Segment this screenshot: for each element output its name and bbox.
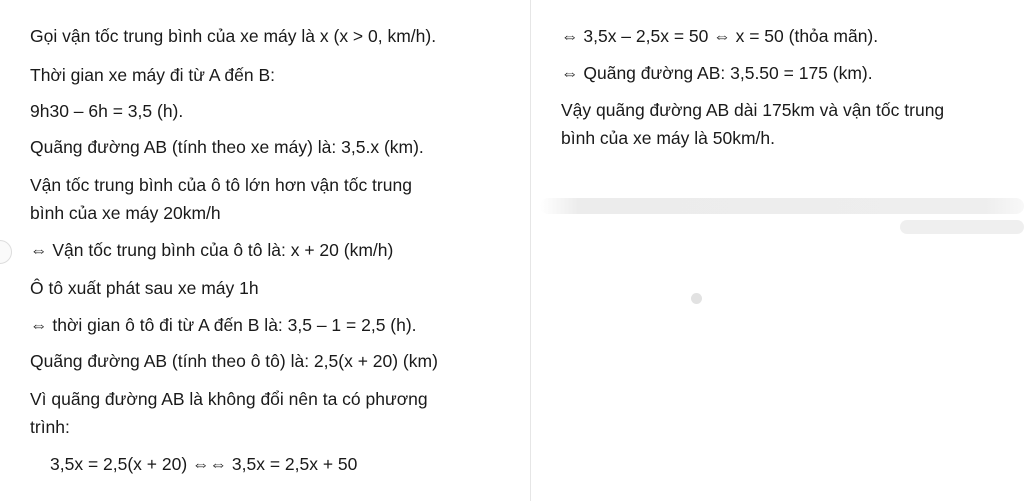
text-line: ⇔ Quãng đường AB: 3,5.50 = 175 (km). bbox=[561, 63, 873, 83]
text-line: trình: bbox=[30, 417, 70, 437]
text-line: Ô tô xuất phát sau xe máy 1h bbox=[30, 278, 259, 298]
text-line: ⇔ 3,5x – 2,5x = 50 ⇔ x = 50 (thỏa mãn). bbox=[561, 26, 879, 46]
text-line: Thời gian xe máy đi từ A đến B: bbox=[30, 65, 275, 85]
text-line: Vận tốc trung bình của ô tô lớn hơn vận tốc trung bbox=[30, 175, 412, 195]
column-divider bbox=[530, 0, 531, 501]
equation-line: 3,5x = 2,5(x + 20) ⇔⇔ 3,5x = 2,5x + 50 bbox=[50, 454, 358, 474]
text-line: bình của xe máy 20km/h bbox=[30, 203, 221, 223]
background-smudge bbox=[900, 220, 1024, 234]
text-line: 9h30 – 6h = 3,5 (h). bbox=[30, 101, 184, 121]
background-dot bbox=[691, 293, 702, 304]
text-line: ⇔ thời gian ô tô đi từ A đến B là: 3,5 – 1 = 2,5 (h). bbox=[30, 315, 417, 335]
text-line: bình của xe máy là 50km/h. bbox=[561, 128, 775, 148]
text-line: Gọi vận tốc trung bình của xe máy là x (x > 0, km/h). bbox=[30, 26, 437, 46]
text-line: ⇔ Vận tốc trung bình của ô tô là: x + 20 (km/h) bbox=[30, 240, 394, 260]
text-line: Vì quãng đường AB là không đổi nên ta có phương bbox=[30, 389, 428, 409]
text-line: Quãng đường AB (tính theo ô tô) là: 2,5(x + 20) (km) bbox=[30, 351, 438, 371]
background-smudge bbox=[540, 198, 1024, 214]
scroll-handle-icon[interactable] bbox=[0, 240, 12, 264]
text-line: Vậy quãng đường AB dài 175km và vận tốc trung bbox=[561, 100, 945, 120]
text-line: Quãng đường AB (tính theo xe máy) là: 3,5.x (km). bbox=[30, 137, 424, 157]
